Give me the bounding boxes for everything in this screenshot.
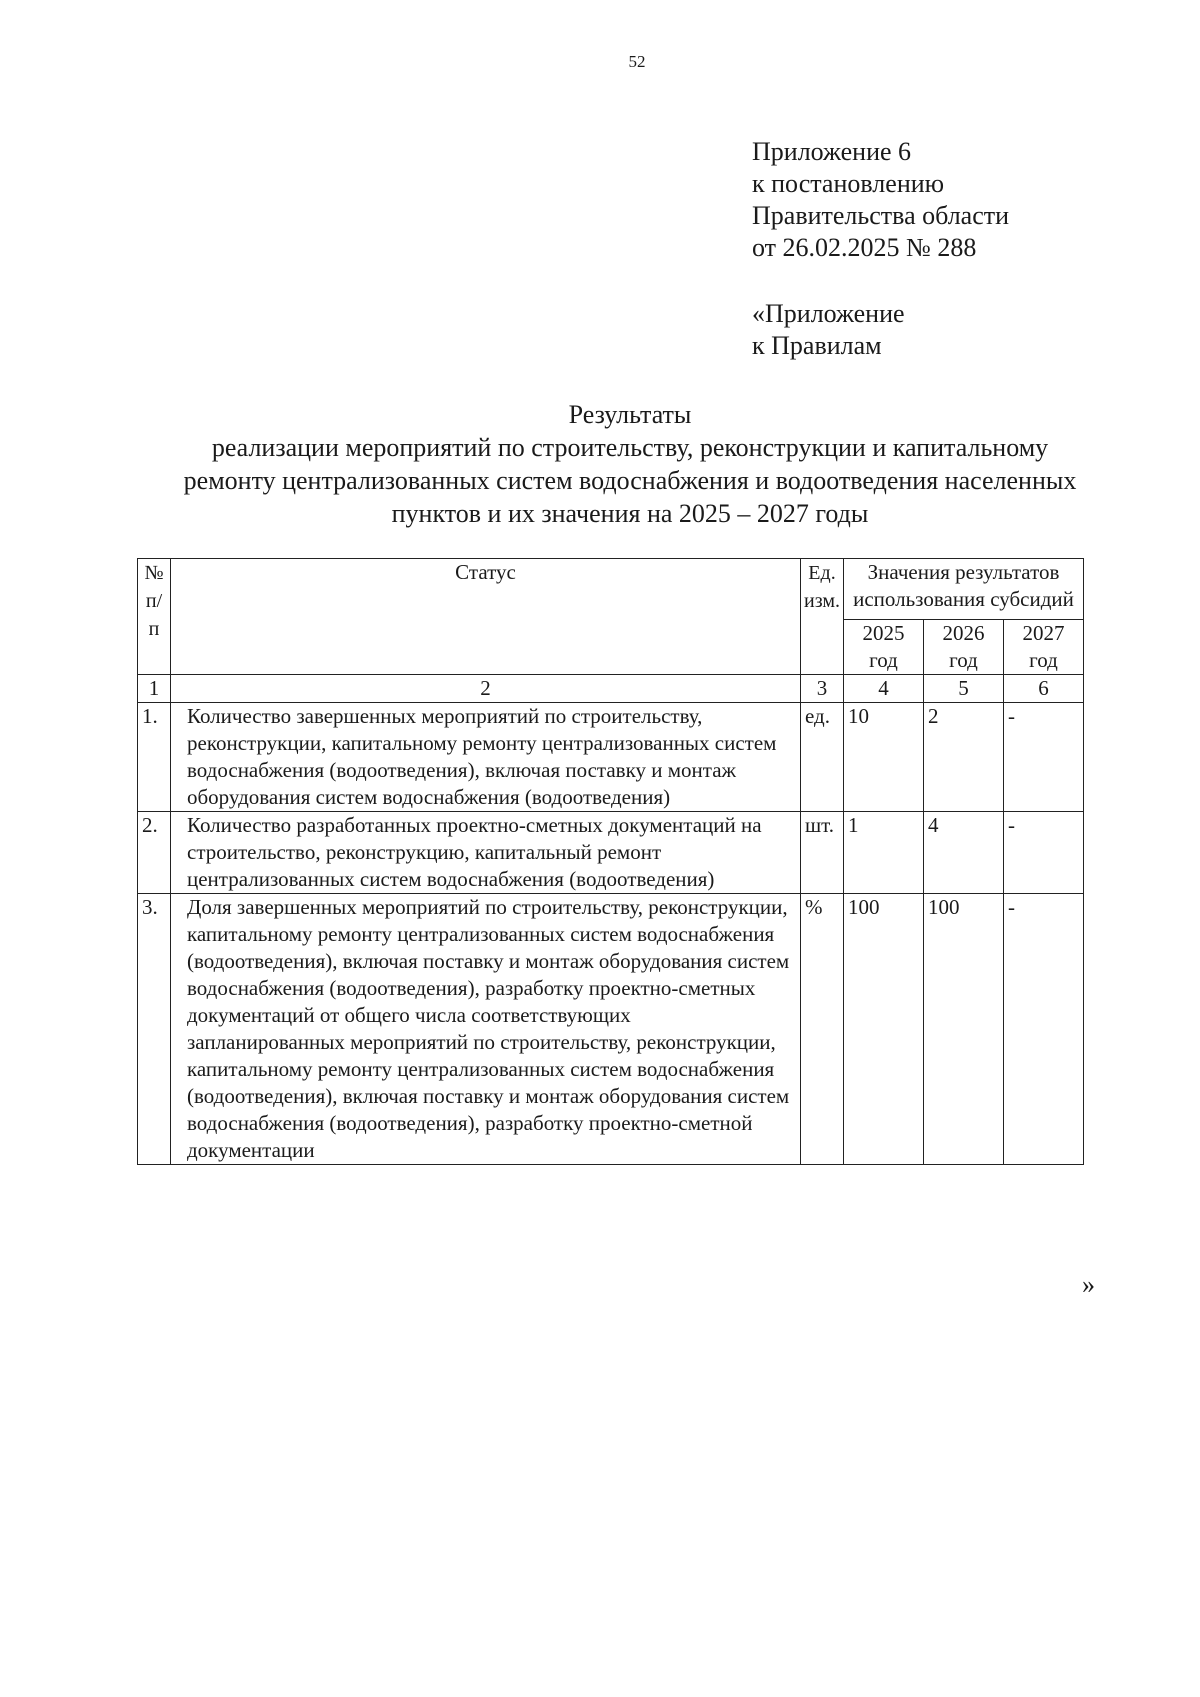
header-values-group: Значения результатов использования субсидий	[844, 559, 1084, 620]
row-unit: шт.	[801, 812, 844, 894]
row-value-2026: 100	[924, 894, 1004, 1165]
row-value-2025: 100	[844, 894, 924, 1165]
appendix-line-2: к постановлению	[752, 169, 945, 198]
closing-quote: »	[1082, 1270, 1095, 1299]
col-number: 4	[844, 675, 924, 703]
document-title	[130, 398, 1130, 530]
row-number: 3.	[138, 894, 171, 1165]
table-row	[138, 894, 1084, 1165]
row-value-2025: 10	[844, 703, 924, 812]
appendix-header	[752, 136, 1009, 264]
header-year-2025: 2025 год	[844, 620, 924, 675]
title-line-1: реализации мероприятий по строительству, реконструкции и капитальному	[211, 433, 1049, 462]
header-status: Статус	[171, 559, 801, 675]
row-status: Количество разработанных проектно-сметных документаций на строительство, реконструкцию, капитальный ремонт централизованных систем водоснабжения (водоотведения)	[171, 812, 801, 894]
title-line-2: ремонту централизованных систем водоснабжения и водоотведения населенных	[183, 466, 1077, 495]
column-numbers-row	[138, 675, 1084, 703]
row-status: Доля завершенных мероприятий по строительству, реконструкции, капитальному ремонту централизованных систем водоснабжения (водоотведения), включая поставку и монтаж оборудования систем водоснабжения (водоотведения), разработку проектно-сметных документаций от общего числа соответствующих запланированных мероприятий по строительству, реконструкции, капитальному ремонту централизованных систем водоснабжения (водоотведения), включая поставку и монтаж оборудования систем водоснабжения (водоотведения), разработку проектно-сметной документации	[171, 894, 801, 1165]
row-number: 1.	[138, 703, 171, 812]
table-row	[138, 703, 1084, 812]
header-year-2026: 2026 год	[924, 620, 1004, 675]
results-table	[137, 558, 1084, 1165]
header-row	[138, 559, 1084, 620]
col-number: 1	[138, 675, 171, 703]
appendix-rules-header	[752, 298, 905, 362]
col-number: 6	[1004, 675, 1084, 703]
appendix-line-4: от 26.02.2025 № 288	[752, 233, 977, 262]
appendix-line-1: Приложение 6	[752, 137, 912, 166]
row-status: Количество завершенных мероприятий по строительству, реконструкции, капитальному ремонту централизованных систем водоснабжения (водоотведения), включая поставку и монтаж оборудования систем водоснабжения (водоотведения)	[171, 703, 801, 812]
appendix-rules-line-1: «Приложение	[752, 299, 905, 328]
title-main: Результаты	[568, 400, 692, 429]
page-number: 52	[628, 52, 646, 71]
col-number: 5	[924, 675, 1004, 703]
header-num: № п/п	[138, 559, 171, 675]
header-unit: Ед. изм.	[801, 559, 844, 675]
row-value-2027: -	[1004, 812, 1084, 894]
row-value-2026: 4	[924, 812, 1004, 894]
row-value-2027: -	[1004, 703, 1084, 812]
header-year-2027: 2027 год	[1004, 620, 1084, 675]
col-number: 3	[801, 675, 844, 703]
col-number: 2	[171, 675, 801, 703]
appendix-line-3: Правительства области	[752, 201, 1010, 230]
row-value-2027: -	[1004, 894, 1084, 1165]
row-number: 2.	[138, 812, 171, 894]
table-row	[138, 812, 1084, 894]
row-unit: ед.	[801, 703, 844, 812]
title-line-3: пунктов и их значения на 2025 – 2027 годы	[391, 499, 869, 528]
appendix-rules-line-2: к Правилам	[752, 331, 882, 360]
row-value-2025: 1	[844, 812, 924, 894]
row-value-2026: 2	[924, 703, 1004, 812]
row-unit: %	[801, 894, 844, 1165]
